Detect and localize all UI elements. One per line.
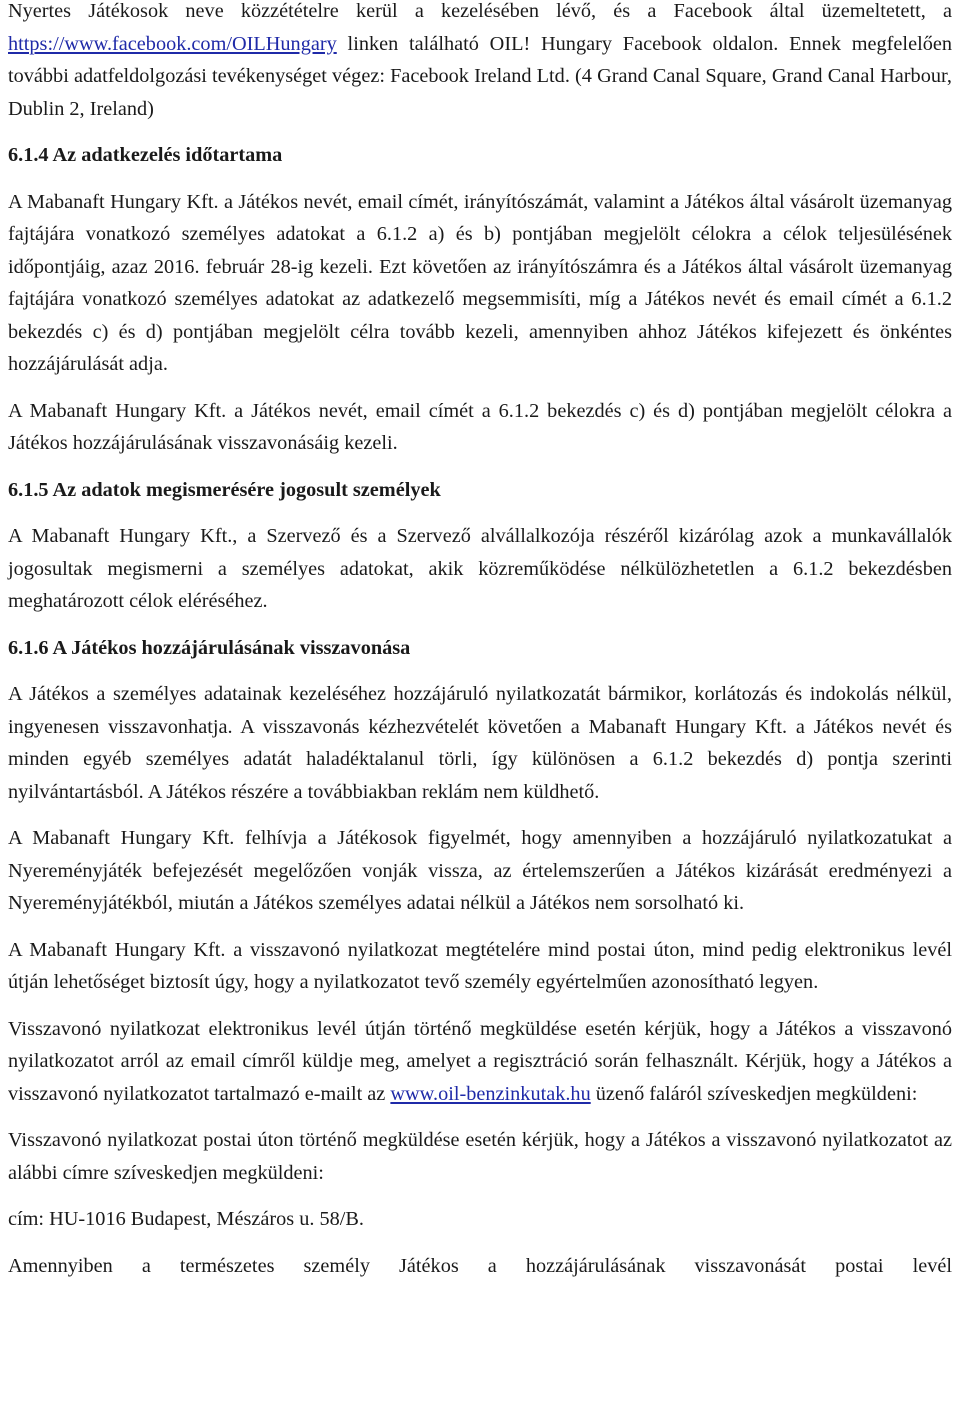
paragraph-natural-person: Amennyiben a természetes személy Játékos a hozzájárulásának visszavonását postai levél	[8, 1254, 952, 1277]
oil-benzinkutak-link[interactable]: www.oil-benzinkutak.hu	[390, 1082, 591, 1105]
paragraph-retention-consent: A Mabanaft Hungary Kft. a Játékos nevét, email címét a 6.1.2 bekezdés c) és d) pontjában megjelölt célokra a Játékos hozzájárulásának visszavonásáig kezeli.	[8, 399, 952, 454]
paragraph-withdrawal-channels: A Mabanaft Hungary Kft. a visszavonó nyilatkozat megtételére mind postai úton, mind pedig elektronikus levél útján lehetőséget biztosít úgy, hogy a nyilatkozatot tevő személy egyértelműen azonosítható legyen.	[8, 938, 952, 993]
paragraph-retention-period: A Mabanaft Hungary Kft. a Játékos nevét, email címét, irányítószámát, valamint a Játékos által vásárolt üzemanyag fajtájára vonatkozó személyes adatokat a 6.1.2 a) és b) pontjában megjelölt célokra a célok teljesülésének időpontjáig, azaz 2016. február 28-ig kezeli. Ezt követően az irányítószámra és a Játékos által vásárolt üzemanyag fajtájára vonatkozó személyes adatokat az adatkezelő megsemmisíti, míg a Játékos nevét és email címét a 6.1.2 bekezdés c) és d) pontjában megjelölt célra tovább kezeli, amennyiben ahhoz Játékos kifejezett és önkéntes hozzájárulását adja.	[8, 190, 952, 375]
postal-address: cím: HU-1016 Budapest, Mészáros u. 58/B.	[8, 1208, 365, 1230]
paragraph-authorized-persons: A Mabanaft Hungary Kft., a Szervező és a Szervező alvállalkozója részéről kizárólag azok a munkavállalók jogosultak megismerni a személyes adatokat, akik közreműködése nélkülözhetetlen a 6.1.2 bekezdésben meghatározott célok eléréséhez.	[8, 525, 952, 612]
paragraph-withdrawal: A Játékos a személyes adatainak kezeléséhez hozzájáruló nyilatkozatát bármikor, korlátozás és indokolás nélkül, ingyenesen visszavonhatja. A visszavonás kézhezvételét követően a Mabanaft Hungary Kft. a Játékos nevét és minden egyéb személyes adatát haladéktalanul törli, így különösen a 6.1.2 bekezdés d) pontja szerinti nyilvántartásból. A Játékos részére a továbbiakban reklám nem küldhető.	[8, 683, 952, 803]
paragraph-facebook-info: Nyertes Játékosok neve közzétételre kerül a kezelésében lévő, és a Facebook által üzemeltetett, a https://www.facebook.com/OILHungary linken található OIL! Hungary Facebook oldalon. Ennek megfelelően további adatfeldolgozási tevékenységet végez: Facebook Ireland Ltd. (4 Grand Canal Square, Grand Canal Harbour, Dublin 2, Ireland)	[8, 0, 952, 120]
heading-6-1-6: 6.1.6 A Játékos hozzájárulásának visszavonása	[8, 636, 411, 659]
heading-6-1-4: 6.1.4 Az adatkezelés időtartama	[8, 144, 283, 166]
paragraph-email-withdrawal: Visszavonó nyilatkozat elektronikus levél útján történő megküldése esetén kérjük, hogy a Játékos a visszavonó nyilatkozatot arról az email címről küldje meg, amelyet a regisztráció során felhasznált. Kérjük, hogy a Játékos a visszavonó nyilatkozatot tartalmazó e-mailt az www.oil-benzinkutak.hu üzenő faláról szíveskedjen megküldeni:	[8, 1017, 952, 1105]
facebook-link[interactable]: https://www.facebook.com/OILHungary	[8, 32, 337, 55]
paragraph-postal-withdrawal: Visszavonó nyilatkozat postai úton történő megküldése esetén kérjük, hogy a Játékos a visszavonó nyilatkozatot az alábbi címre szíveskedjen megküldeni:	[8, 1129, 952, 1184]
paragraph-withdrawal-notice: A Mabanaft Hungary Kft. felhívja a Játékosok figyelmét, hogy amennyiben a hozzájáruló nyilatkozatukat a Nyereményjáték befejezését megelőzően vonják vissza, az értelemszerűen a Játékos kizárását eredményezi a Nyereményjátékból, miután a Játékos személyes adatai nélkül a Játékos nem sorsolható ki.	[8, 827, 952, 914]
heading-6-1-5: 6.1.5 Az adatok megismerésére jogosult személyek	[8, 478, 441, 501]
